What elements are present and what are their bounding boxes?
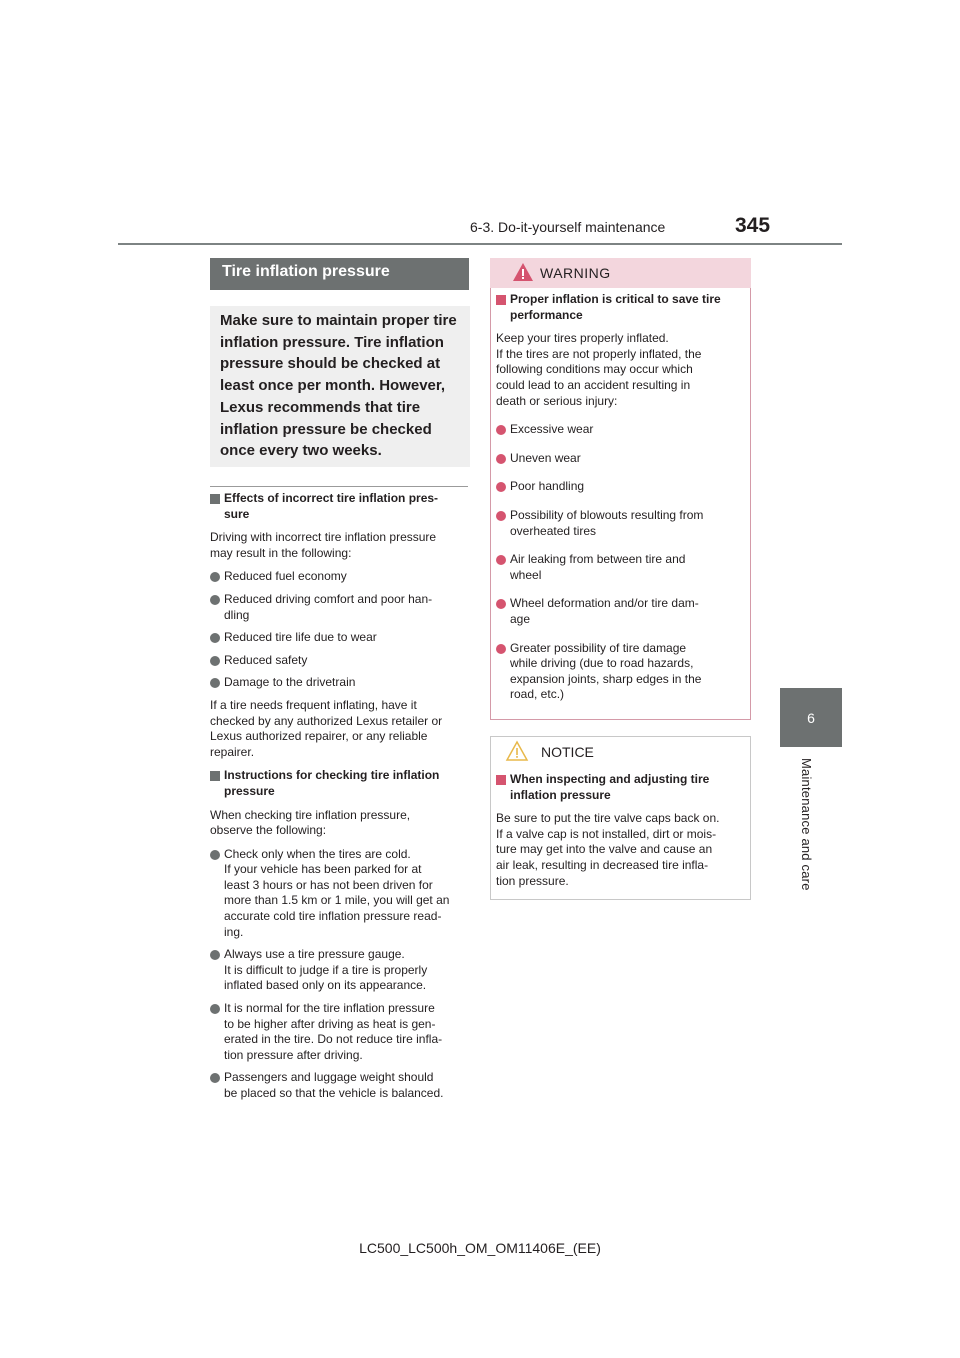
list-item-text: Reduced tire life due to wear xyxy=(224,630,377,645)
notice-header xyxy=(491,737,749,767)
list-item xyxy=(210,1001,468,1063)
intro-text: Make sure to maintain proper tire inflation pressure. Tire inflation pressure should be checked at least once per month. However, Lexus recommends that tire inflation pressure be checked once every two weeks. xyxy=(220,312,457,460)
list-item-text: Reduced driving comfort and poor han- dling xyxy=(224,591,433,622)
paragraph: Driving with incorrect tire inflation pressure may result in the following: xyxy=(210,530,437,560)
bullet-icon xyxy=(210,633,220,643)
list-item-text: Air leaking from between tire and wheel xyxy=(510,552,686,582)
warning-text: Keep your tires properly inflated. If the tires are not properly inflated, the following conditions may occur which could lead to an accident resulting in death or serious injury: xyxy=(496,331,702,408)
list-item-text: Check only when the tires are cold. If your vehicle has been parked for at least 3 hours or has not been driven for more than 1.5 km or 1 mile, you will get an accurate cold tire inflation pressure read- ing. xyxy=(224,846,450,939)
warning-subtitle-text: Proper inflation is critical to save tire performance xyxy=(510,292,721,322)
bullet-icon xyxy=(496,555,506,565)
list-item xyxy=(496,422,744,438)
list-item xyxy=(496,451,744,467)
square-bullet-icon xyxy=(496,295,506,305)
bullet-icon xyxy=(210,950,220,960)
bullet-icon xyxy=(496,511,506,521)
section-label: 6-3. Do-it-yourself maintenance xyxy=(470,219,666,235)
bullet-icon xyxy=(210,1073,220,1083)
list-item xyxy=(210,630,468,646)
section-heading: Tire inflation pressure xyxy=(222,263,390,280)
chapter-number: 6 xyxy=(807,710,815,726)
warning-subtitle xyxy=(496,292,744,323)
list-item xyxy=(210,847,468,941)
list-item-text: Excessive wear xyxy=(510,422,594,437)
bullet-icon xyxy=(496,425,506,435)
list-item xyxy=(210,1070,468,1101)
list-item xyxy=(210,592,468,623)
list-item-text: Always use a tire pressure gauge. It is difficult to judge if a tire is properly inflated based only on its appearance. xyxy=(224,947,428,993)
list-item-text: Reduced fuel economy xyxy=(224,569,347,584)
bullet-icon xyxy=(210,572,220,582)
list-item-text: It is normal for the tire inflation pressure to be higher after driving as heat is gen- erated in the tire. Do not reduce tire infla- tion pressure after driving. xyxy=(224,1001,443,1062)
square-bullet-icon xyxy=(210,494,220,504)
document-code: LC500_LC500h_OM_OM11406E_(EE) xyxy=(359,1240,601,1256)
list-item xyxy=(496,552,744,583)
page-number: 345 xyxy=(735,214,771,237)
list-item xyxy=(210,569,468,585)
bullet-icon xyxy=(496,454,506,464)
warning-triangle-icon xyxy=(512,262,534,282)
paragraph: If a tire needs frequent inflating, have it checked by any authorized Lexus retailer or Lexus authorized repairer, or any reliable repairer. xyxy=(210,697,443,759)
notice-title: NOTICE xyxy=(541,744,594,760)
bullet-icon xyxy=(496,599,506,609)
list-item xyxy=(496,596,744,627)
warning-content xyxy=(496,292,744,716)
subsection-title-text: Instructions for checking tire inflation pressure xyxy=(224,768,440,798)
square-bullet-icon xyxy=(496,775,506,785)
list-item xyxy=(496,641,744,703)
square-bullet-icon xyxy=(210,771,220,781)
subsection-title-effects xyxy=(210,491,468,522)
list-item xyxy=(496,508,744,539)
bullet-icon xyxy=(496,482,506,492)
list-item xyxy=(210,947,468,994)
notice-subtitle xyxy=(496,772,744,803)
list-item xyxy=(210,675,468,691)
bullet-icon xyxy=(496,644,506,654)
warning-title: WARNING xyxy=(540,265,611,281)
subsection-title-text: Effects of incorrect tire inflation pres- sure xyxy=(224,491,439,521)
bullet-icon xyxy=(210,595,220,605)
left-column-body xyxy=(210,491,468,1109)
list-item-text: Greater possibility of tire damage while driving (due to road hazards, expansion joints, sharp edges in the road, etc.) xyxy=(510,640,702,702)
list-item-text: Wheel deformation and/or tire dam- age xyxy=(510,596,699,626)
list-item xyxy=(496,479,744,495)
bullet-icon xyxy=(210,656,220,666)
chapter-title: Maintenance and care xyxy=(799,758,814,891)
caution-triangle-icon xyxy=(505,740,529,762)
list-item-text: Possibility of blowouts resulting from overheated tires xyxy=(510,507,704,538)
notice-text: Be sure to put the tire valve caps back on. If a valve cap is not installed, dirt or mois- ture may get into the valve and cause an air leak, resulting in decreased tire infla- tion pressure. xyxy=(496,811,720,888)
divider xyxy=(210,486,468,487)
notice-content xyxy=(496,772,744,897)
paragraph: When checking tire inflation pressure, observe the following: xyxy=(210,807,411,838)
list-item xyxy=(210,653,468,669)
notice-subtitle-text: When inspecting and adjusting tire inflation pressure xyxy=(510,772,710,802)
bullet-icon xyxy=(210,850,220,860)
list-item-text: Passengers and luggage weight should be placed so that the vehicle is balanced. xyxy=(224,1070,444,1100)
list-item-text: Reduced safety xyxy=(224,652,308,667)
subsection-title-instructions xyxy=(210,768,468,799)
bullet-icon xyxy=(210,1004,220,1014)
list-item-text: Poor handling xyxy=(510,479,585,494)
bullet-icon xyxy=(210,678,220,688)
list-item-text: Uneven wear xyxy=(510,450,581,465)
header-rule xyxy=(118,243,842,245)
list-item-text: Damage to the drivetrain xyxy=(224,675,356,690)
